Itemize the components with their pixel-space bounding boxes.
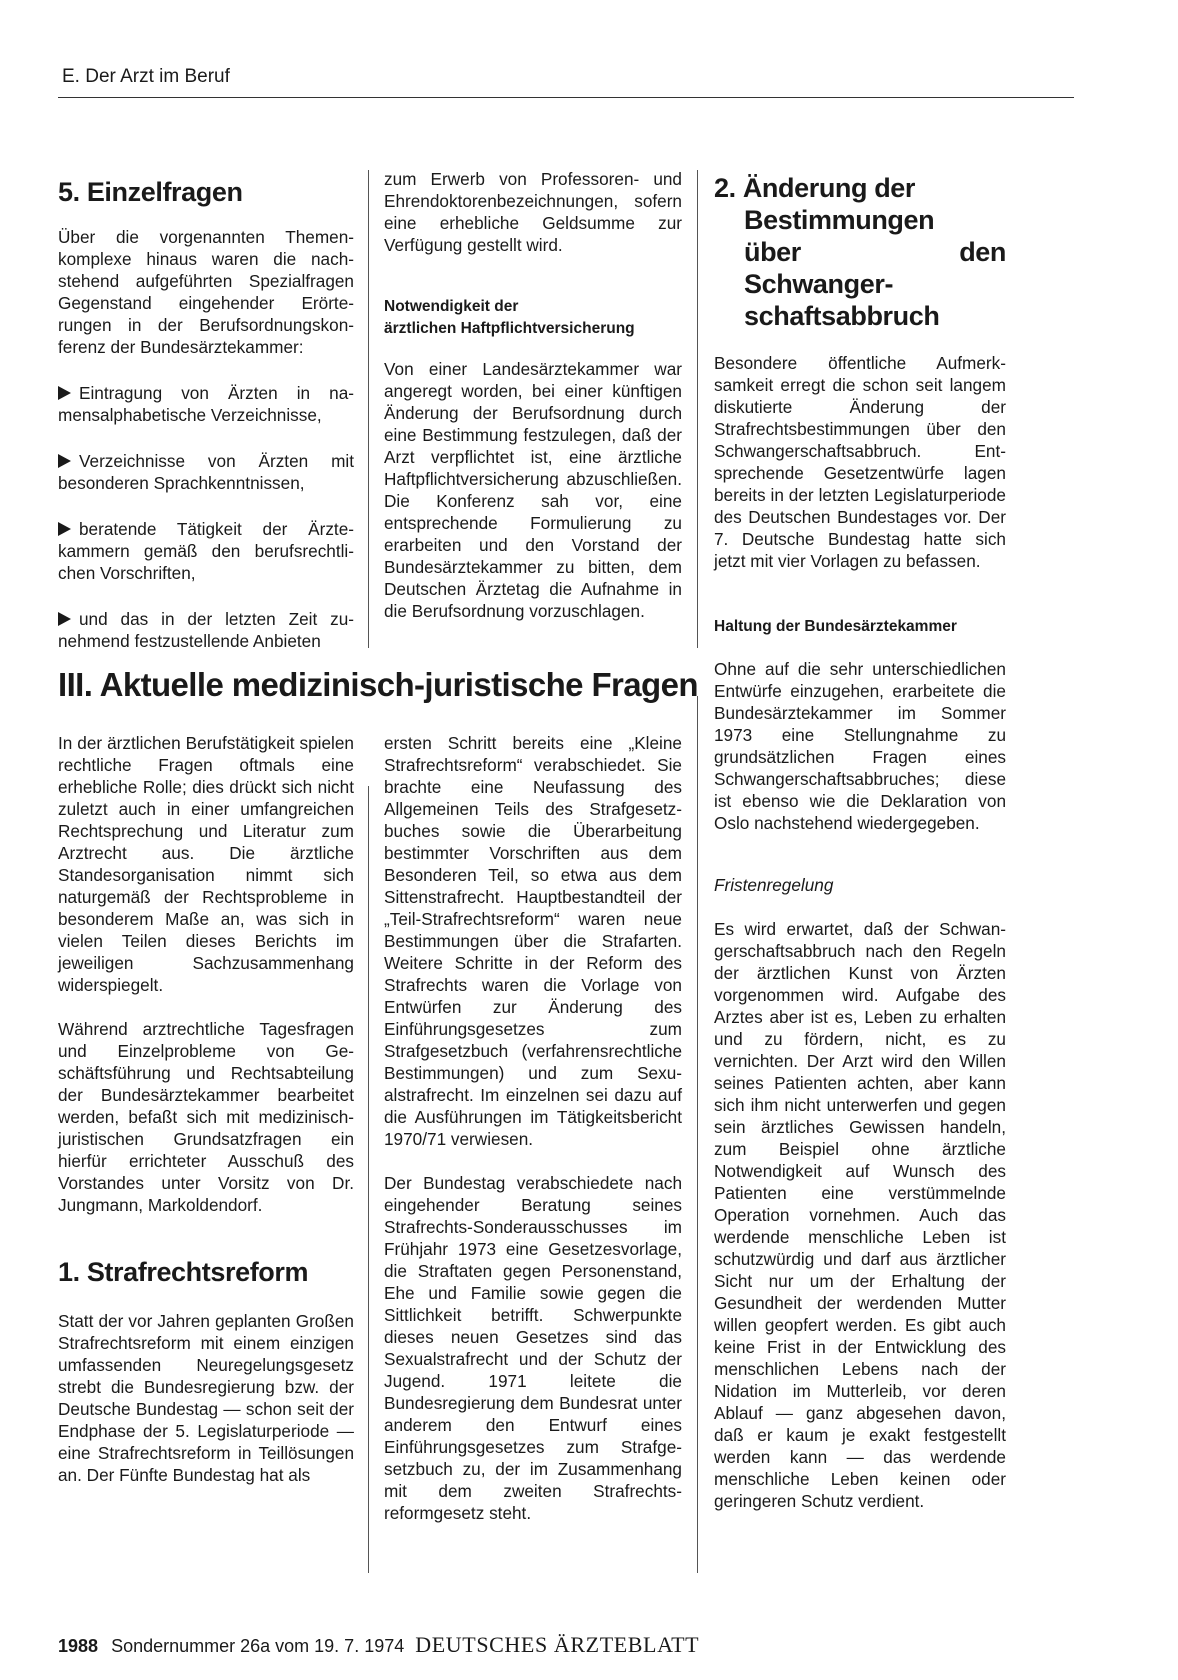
italic-heading-fristenregelung: Fristenregelung xyxy=(714,875,834,895)
list-item: Eintragung von Ärzten in namensalphabetische Verzeichnisse, xyxy=(58,383,354,425)
section-heading-schwangerschaftsabbruch: 2. Änderung der Bestimmungen über den Schwanger- schaftsabbruch xyxy=(714,173,1006,331)
list-item: beratende Tätigkeit der Ärztekammern gemäß den berufsrechtlichen Vorschriften, xyxy=(58,519,354,583)
list-item: und das in der letzten Zeit zunehmend festzustellende Anbieten xyxy=(58,609,354,651)
subheading-haltung: Haltung der Bundesärztekammer xyxy=(714,618,957,635)
paragraph: Besondere öffentliche Aufmerksamkeit erregt die schon seit langem diskutierte Änderung der Strafrechtsbestimmungen über den Schwangerschaftsabbruch. Entsprechende Gesetzentwürfe lagen bereits in der letzten Legislaturperiode des Deutschen Bundestages vor. Der 7. Deutsche Bundestag hatte sich jetzt mit vier Vorlagen zu befassen. xyxy=(714,353,1006,571)
continuation-paragraph: zum Erwerb von Professoren- und Ehrendoktorenbezeichnungen, sofern eine erhebliche Geldsumme zur Verfügung gestellt wird. xyxy=(384,169,682,255)
triangle-bullet-icon xyxy=(58,522,71,536)
column-rule-1-bottom xyxy=(368,786,369,1573)
column-rule-2-top xyxy=(697,170,698,648)
publication-name: DEUTSCHES ÄRZTEBLATT xyxy=(415,1632,700,1657)
triangle-bullet-icon xyxy=(58,612,71,626)
list-item: Verzeichnisse von Ärzten mit besonderen Sprachkenntnissen, xyxy=(58,451,354,493)
paragraph: ersten Schritt bereits eine „Kleine Strafrechtsreform“ verabschiedet. Sie brachte eine Neufassung des Allgemeinen Teils des Strafgesetzbuches sowie die Überarbeitung bestimmter Vorschriften aus dem Besonderen Teil, so etwa aus dem Sittenstrafrecht. Hauptbestandteil der „Teil-Strafrechtsreform“ waren neue Bestimmungen über die Strafarten. Weitere Schritte in der Reform des Strafrechts waren die Vorlage von Entwürfen zur Änderung des Einführungsgesetzes zum Strafgesetzbuch (verfahrensrechtliche Bestimmungen) und zum Sexualstrafrecht. Im einzelnen sei dazu auf die Ausführungen im Tätigkeitsbericht 1970/71 verwiesen. xyxy=(384,733,682,1149)
page-footer xyxy=(58,1632,699,1658)
column-1-bottom xyxy=(58,732,354,1486)
column-2-bottom xyxy=(384,732,682,1524)
column-rule-1-top xyxy=(368,170,369,648)
subheading-haftpflicht: Notwendigkeit der ärztlichen Haftpflichtversicherung xyxy=(384,298,635,337)
page-number: 1988 xyxy=(58,1636,99,1656)
haftpflicht-paragraph: Von einer Landesärztekammer war angeregt worden, bei einer künftigen Änderung der Berufsordnung durch eine Bestimmung festzulegen, daß der Arzt verpflichtet ist, eine ärztliche Haftpflichtversicherung abzuschließen. Die Konferenz sah vor, eine entsprechende Formulierung zu erarbeiten und den Vorstand der Bundesärztekammer zu bitten, dem Deutschen Ärztetag die Aufnahme in die Berufsordnung vorzuschlagen. xyxy=(384,359,682,621)
section-heading-einzelfragen: 5. Einzelfragen xyxy=(58,177,243,207)
column-2-top xyxy=(384,168,682,622)
issue-info: Sondernummer 26a vom 19. 7. 1974 xyxy=(111,1636,405,1656)
running-header: E. Der Arzt im Beruf xyxy=(62,66,230,87)
column-rule-2-bottom xyxy=(697,696,698,1573)
intro-paragraph: Über die vorgenannten Themenkomplexe hinaus waren die nachstehend aufgeführten Spezialfragen Gegenstand eingehender Erörterungen in der Berufsordnungskonferenz der Bundesärztekammer: xyxy=(58,227,354,357)
paragraph: Während arztrechtliche Tagesfragen und Einzelprobleme von Geschäftsführung und Rechtsabteilung der Bundesärztekammer bearbeitet werden, befaßt sich mit medizinisch-juristischen Grundsatzfragen ein hierfür errichteter Ausschuß des Vorstandes unter Vorsitz von Dr. Jungmann, Markoldendorf. xyxy=(58,1019,354,1215)
header-rule xyxy=(58,97,1074,98)
paragraph: Statt der vor Jahren geplanten Großen Strafrechtsreform mit einem einzigen umfassenden Neuregelungsgesetz strebt die Bundesregierung bzw. der Deutsche Bundestag — schon seit der Endphase der 5. Legislaturperiode — eine Strafrechtsreform in Teillösungen an. Der Fünfte Bundestag hat als xyxy=(58,1311,354,1485)
main-heading: III. Aktuelle medizinisch-juristische Fragen xyxy=(58,666,698,703)
triangle-bullet-icon xyxy=(58,454,71,468)
paragraph: Ohne auf die sehr unterschiedlichen Entwürfe einzugehen, erarbeitete die Bundesärztekammer im Sommer 1973 eine Stellungnahme zu grundsätzlichen Fragen eines Schwangerschaftsabbruches; diese ist ebenso wie die Deklaration von Oslo nachstehend wiedergegeben. xyxy=(714,659,1006,833)
triangle-bullet-icon xyxy=(58,386,71,400)
paragraph: Es wird erwartet, daß der Schwangerschaftsabbruch nach den Regeln der ärztlichen Kunst von Ärzten vorgenommen wird. Aufgabe des Arztes aber ist es, Leben zu erhalten und zu fördern, nicht, es zu vernichten. Der Arzt wird den Willen seines Patienten achten, aber kann sich ihm nicht unterwerfen und gegen sein ärztliches Gewissen handeln, zum Beispiel ohne ärztliche Notwendigkeit auf Wunsch des Patienten eine verstümmelnde Operation vornehmen. Auch das werdende menschliche Leben ist schutzwürdig und darf aus ärztlicher Sicht nur um der Erhaltung der Gesundheit der werdenden Mutter willen geopfert werden. Es gibt auch keine Frist in der Entwicklung des menschlichen Lebens nach der Nidation im Mutterleib, vor deren Ablauf — ganz abgesehen davon, daß er kaum je exakt festgestellt werden kann — das werdende menschliche Leben keinen oder geringeren Schutz verdient. xyxy=(714,919,1006,1511)
column-3 xyxy=(714,172,1006,1512)
column-1-top xyxy=(58,176,354,652)
paragraph: Der Bundestag verabschiedete nach eingehender Beratung seines Strafrechts-Sonderausschusses im Frühjahr 1973 eine Gesetzesvorlage, die Straftaten gegen Personenstand, Ehe und Familie sowie gegen die Sittlichkeit betrifft. Schwerpunkte dieses neuen Gesetzes sind das Sexualstrafrecht und der Schutz der Jugend. 1971 leitete die Bundesregierung dem Bundesrat unter anderem den Entwurf eines Einführungsgesetzes zum Strafgesetzbuch zu, der im Zusammenhang mit dem zweiten Strafrechtsreformgesetz steht. xyxy=(384,1173,682,1523)
section-heading-strafrechtsreform: 1. Strafrechtsreform xyxy=(58,1257,309,1287)
paragraph: In der ärztlichen Berufstätigkeit spielen rechtliche Fragen oftmals eine erhebliche Rolle; dies drückt sich nicht zuletzt auch in einer umfangreichen Rechtsprechung und Literatur zum Arztrecht aus. Die ärztliche Standesorganisation nimmt sich naturgemäß der Rechtsprobleme in besonderem Maße an, was sich in vielen Teilen dieses Berichts im jeweiligen Sachzusammenhang widerspiegelt. xyxy=(58,733,354,995)
